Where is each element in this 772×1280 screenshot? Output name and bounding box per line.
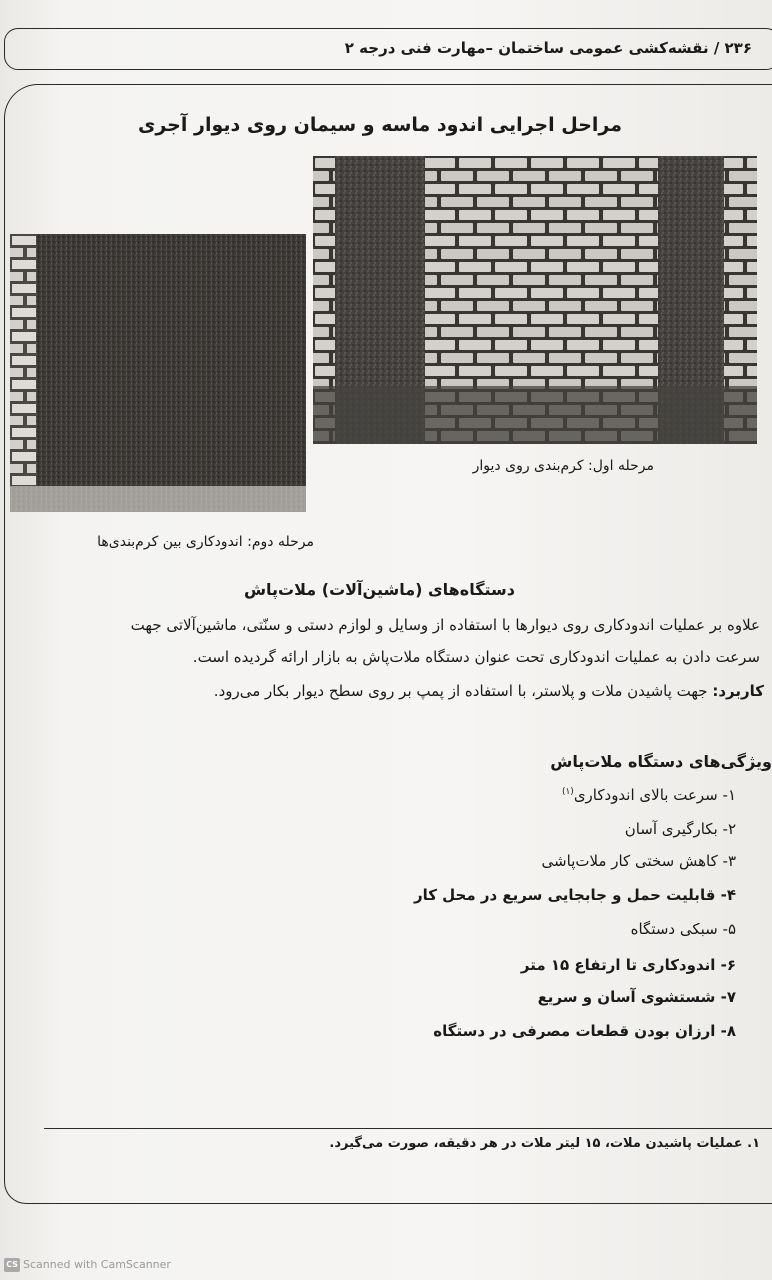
feature-item-7: ۷- شستشوی آسان و سریع [537,988,736,1006]
feature-item-8: ۸- ارزان بودن قطعات مصرفی در دستگاه [433,1022,736,1040]
figure-caption-1: مرحله اول: کرم‌بندی روی دیوار [472,458,654,474]
feature-item-1 [562,786,736,804]
feature-item-2: ۲- بکارگیری آسان [624,820,736,838]
page-title: مراحل اجرایی اندود ماسه و سیمان روی دیوار آجری [137,114,622,136]
footnote: ۱. عملیات پاشیدن ملات، ۱۵ لیتر ملات در هر دقیقه، صورت می‌گیرد. [329,1136,760,1151]
plastered-wall-illustration [10,234,306,512]
usage-text: جهت پاشیدن ملات و پلاستر، با استفاده از پمپ بر روی سطح دیوار بکار می‌رود. [213,682,713,700]
feature-item-3: ۳- کاهش سختی کار ملات‌پاشی [541,852,736,870]
feature-item-5: ۵- سبکی دستگاه [630,920,736,938]
feature-item-4: ۴- قابلیت حمل و جابجایی سریع در محل کار [413,886,736,904]
figure-caption-2: مرحله دوم: اندودکاری بین کرم‌بندی‌ها [97,534,314,550]
running-header: ۲۳۶ / نقشه‌کشی عمومی ساختمان –مهارت فنی درجه ۲ [344,39,752,57]
feature-item-6: ۶- اندودکاری تا ارتفاع ۱۵ متر [520,956,736,974]
footnote-ref: (۱) [561,787,574,797]
paragraph-line-1: علاوه بر عملیات اندودکاری روی دیوارها با استفاده از وسایل و لوازم دستی و سنّتی، ماشین‌آلاتی جهت [130,616,760,634]
paragraph-line-2: سرعت دادن به عملیات اندودکاری تحت عنوان دستگاه ملات‌پاش به بازار ارائه گردیده است. [192,648,760,666]
scanner-watermark [4,1258,171,1272]
plastered-wall-photo [10,234,306,512]
usage-paragraph [4,682,764,700]
scanner-text: Scanned with CamScanner [23,1258,171,1271]
features-heading: ویژگی‌های دستگاه ملات‌پاش [550,752,772,771]
brick-wall-illustration [313,156,757,444]
usage-label: کاربرد: [712,682,764,700]
brick-wall-photo [313,156,757,444]
feature-text: ۱- سرعت بالای اندودکاری [573,786,736,804]
camscanner-icon: CS [4,1258,20,1272]
footnote-divider [44,1128,772,1129]
section-heading: دستگاه‌های (ماشین‌آلات) ملات‌پاش [243,580,515,599]
